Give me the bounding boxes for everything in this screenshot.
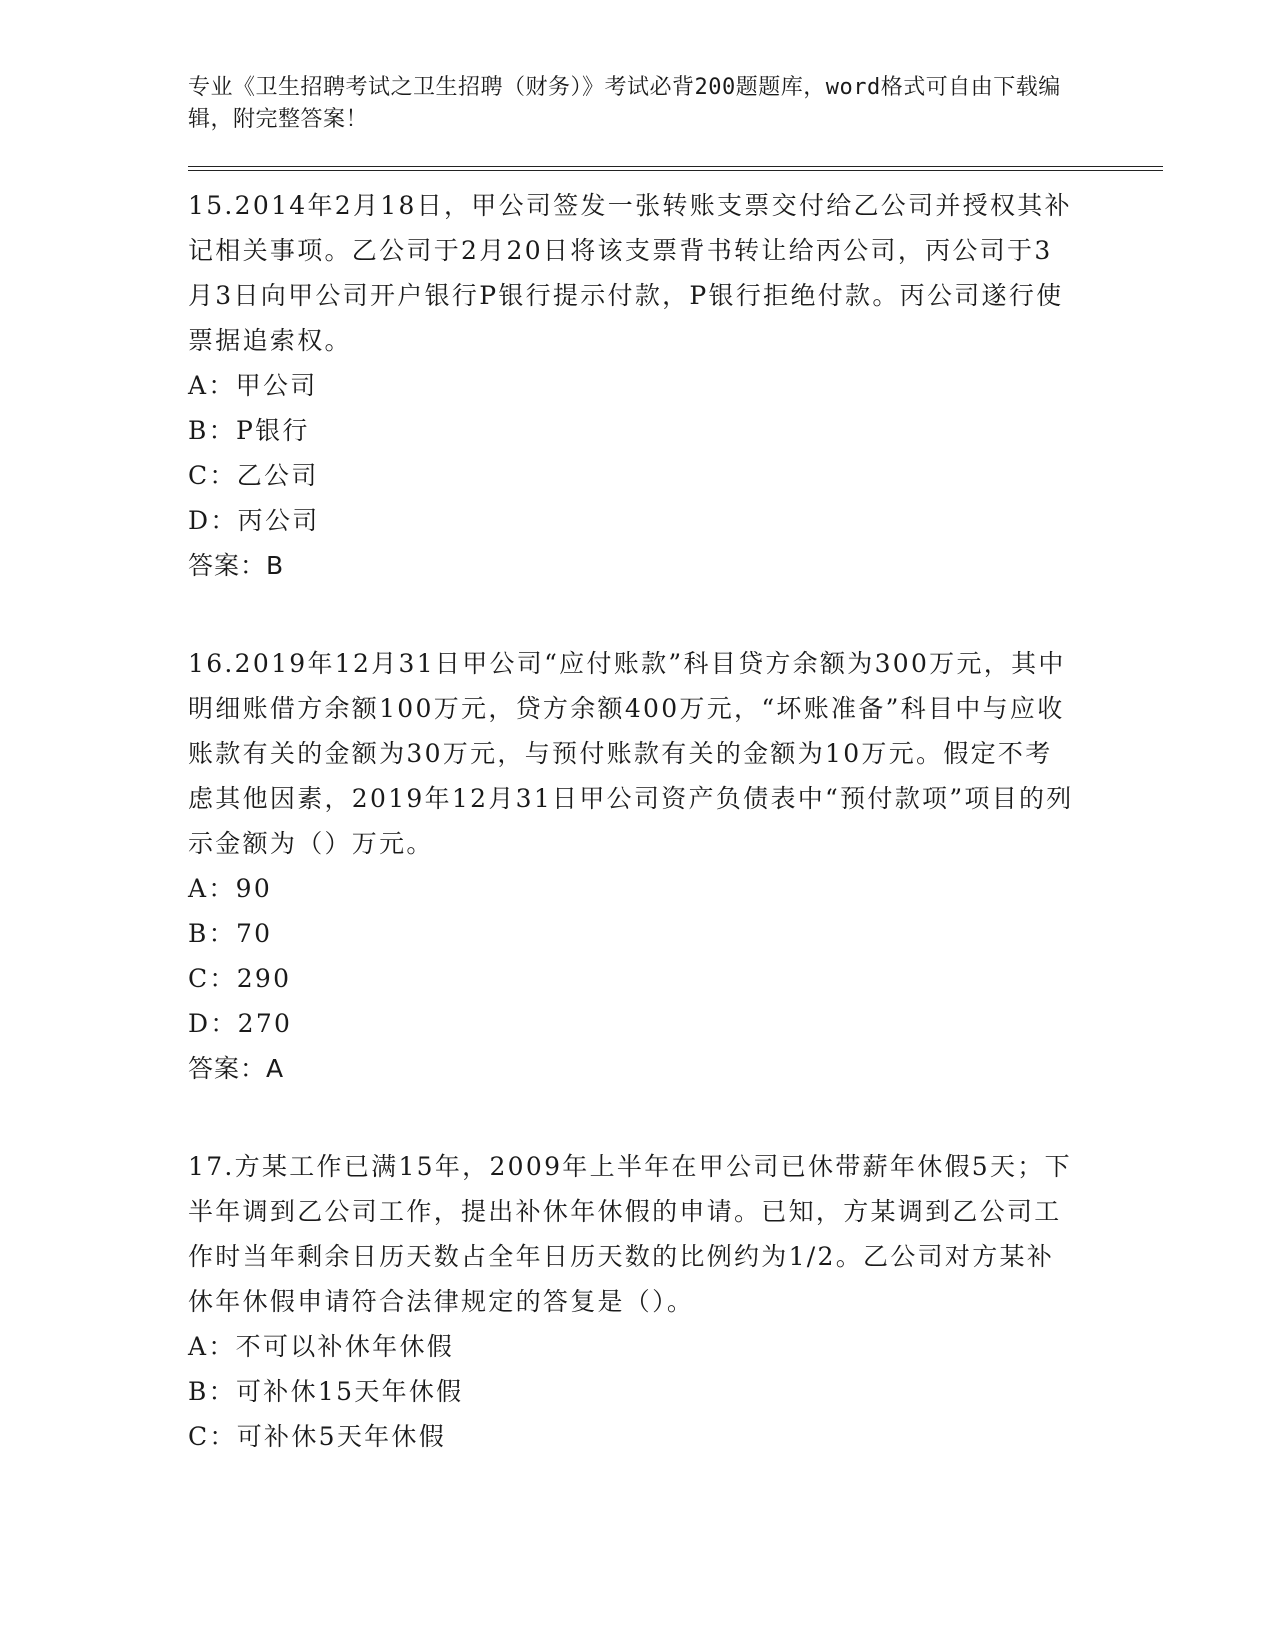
option-c: C：乙公司 <box>188 461 319 490</box>
option-d: D：270 <box>188 1009 293 1038</box>
document-header: 专业《卫生招聘考试之卫生招聘（财务）》考试必背200题题库，word格式可自由下载编辑，附完整答案！ <box>188 75 1061 132</box>
question-17 <box>188 1144 1188 1459</box>
document-page <box>188 72 1188 1459</box>
question-15 <box>188 183 1188 588</box>
option-b: B：P银行 <box>188 416 310 445</box>
option-a: A：90 <box>188 874 273 903</box>
answer-label: 答案：B <box>188 551 285 580</box>
option-c: C：可补休5天年休假 <box>188 1422 447 1451</box>
option-d: D：丙公司 <box>188 506 320 535</box>
question-16 <box>188 641 1188 1091</box>
question-text: 16.2019年12月31日甲公司“应付账款”科目贷方余额为300万元，其中明细账借方余额100万元，贷方余额400万元，“坏账准备”科目中与应收账款有关的金额为30万元，与预付账款有关的金额为10万元。假定不考虑其他因素，2019年12月31日甲公司资产负债表中“预付款项”项目的列示金额为（）万元。 <box>188 649 1074 858</box>
question-text: 17.方某工作已满15年，2009年上半年在甲公司已休带薪年休假5天；下半年调到乙公司工作，提出补休年休假的申请。已知，方某调到乙公司工作时当年剩余日历天数占全年日历天数的比例约为1/2。乙公司对方某补休年休假申请符合法律规定的答复是（）。 <box>188 1152 1072 1316</box>
option-c: C：290 <box>188 964 292 993</box>
answer-label: 答案：A <box>188 1054 285 1083</box>
option-a: A：不可以补休年休假 <box>188 1332 455 1361</box>
question-text: 15.2014年2月18日，甲公司签发一张转账支票交付给乙公司并授权其补记相关事项。乙公司于2月20日将该支票背书转让给丙公司，丙公司于3月3日向甲公司开户银行P银行提示付款，P银行拒绝付款。丙公司遂行使票据追索权。 <box>188 191 1072 355</box>
option-b: B：70 <box>188 919 273 948</box>
option-b: B：可补休15天年休假 <box>188 1377 464 1406</box>
header-divider <box>188 166 1163 171</box>
option-a: A：甲公司 <box>188 371 318 400</box>
